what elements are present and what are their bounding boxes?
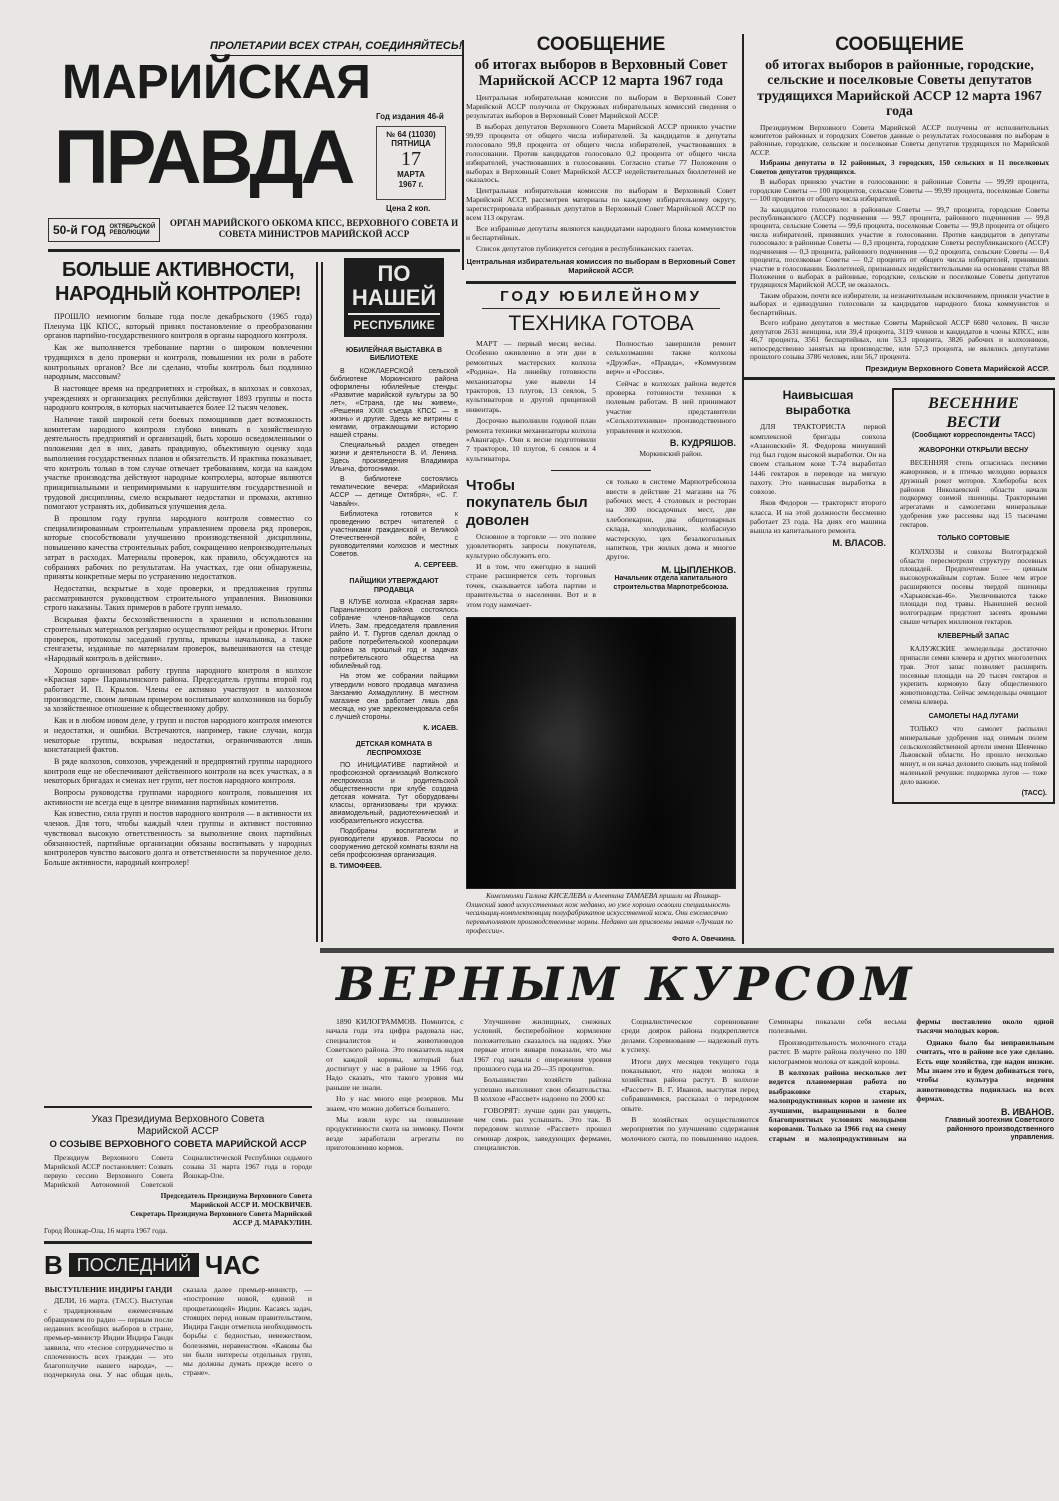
column-rule [462, 40, 464, 270]
paragraph: В ряде колхозов, совхозов, учреждений и предприятий группы народного контроля еще не обеспечивают действенного контроля на всех участках, а в некоторых бригадах и сменах нет групп, нет постов народного контроля. [44, 756, 312, 786]
spring-news-box [892, 388, 1055, 804]
left-column [44, 258, 312, 1380]
paragraph: Список депутатов публикуется сегодня в республиканских газетах. [476, 244, 694, 254]
paragraph: ПО ИНИЦИАТИВЕ партийной и профсоюзной организаций Волжского леспромхоза и родительской общественности при клубе создана детская комната. Тут оборудованы классы, организованы три кружка: авиамодельный, радиотехнический и изобразительного искусства. [330, 761, 458, 826]
paragraph: Досрочно выполнили годовой план ремонта техники механизаторы колхоза «Авангард». Они к весне подготовили 7 тракторов, 10 плугов, 6 сеялок и 4 культиватора. [466, 416, 596, 463]
paragraph: Хорошо организовал работу группа народного контроля в колхозе «Красная заря» Параньгинского района. Председатель группы второй год работает И. П. Крылов. Члены ее активно участвуют в колхозном производстве, своим личным примером воспитывают колхозников на борьбу за хозяйственное отношение к общественному добру. [44, 665, 312, 714]
headline-line1: БОЛЬШЕ АКТИВНОСТИ, [61, 259, 295, 281]
paragraph: Улучшение жилищных, снежных условий, бесперебойное кормление положительно сказалось на надоях. Уже первые итоги января показали, что мы 1967 год начали с опережения уровня прошлого года на 20—35 процентов. [473, 1017, 612, 1073]
latest-hour [44, 1250, 312, 1379]
newspaper-title-line1: МАРИЙСКАЯ [62, 56, 371, 109]
decree [44, 1114, 312, 1236]
paragraph: На этом же собрании пайщики утвердили нового продавца магазина Занзанию Ахмадуллину. В местном магазине она работает лишь два месяца, но уже зарекомендовала себя с лучшей стороны. [330, 673, 458, 721]
price: Цена 2 коп. [386, 204, 431, 213]
section-rule [44, 1106, 312, 1108]
paragraph: Центральная избирательная комиссия по выборам в Верховный Совет Марийской АССР получила от Окружных избирательных комиссий сведения о результатах выборов в Верховный Совет Марийской АССР. [466, 92, 736, 120]
paragraph: ПРОШЛО немногим больше года после декабрьского (1965 года) Пленума ЦК КПСС, который принял постановление о преобразовании органов партийно-государственного контроля в органы народного контроля. [44, 312, 312, 341]
month: МАРТА [397, 170, 425, 180]
rubric-word-3: ЧАС [205, 1250, 261, 1281]
paragraph: Специальный раздел отведен жизни и деятельности В. И. Ленина. Здесь произведения Владимира Ильича, фотоснимки. [330, 442, 458, 474]
author-position: Главный зоотехник Советского районного производственного управления. [945, 1117, 1054, 1142]
paragraph: Президиум Верховного Совета Марийской АССР постановляет: Созвать первую сессию Верховного Совета Марийской Автономной Советской Социалистической Республики седьмого созыва 31 марта 1967 года в городе Йошкар-Оле. [44, 1152, 312, 1189]
election-message-supreme-soviet [466, 34, 736, 275]
issue-box [376, 126, 446, 200]
election-message-local-soviets [744, 34, 1055, 380]
box-title-line2: ВЕСТИ [946, 414, 1001, 432]
paragraph: В выборах приняло участие в голосовании: в районные Советы — 99,99 процента, городские Советы — 100 процентов, сельские Советы — 99,99 процента, поселковые Советы — 100 процентов от общего числа избирателей. [750, 177, 1049, 204]
rubric-line1: ПО НАШЕЙ [351, 261, 437, 310]
paragraph: ся только в системе Марпотребсоюза ввести в действие 21 магазин на 76 рабочих мест, 4 столовых и ресторан на 300 посадочных мест, две хлебопекарни, два общетоварных склада, холодильник, колбасную мастерскую, цех безалкогольных напитков, три жилых дома и многое другое. [606, 477, 736, 562]
paragraph: Как и в любом новом деле, у групп и постов народного контроля имеются и недостатки, и ошибки. Встречаются, например, такие случаи, когда некоторые группы, вскрывая недостатки, ограничиваются лишь констатацией фактов. [44, 716, 312, 755]
signature: К. ИСАЕВ. [423, 724, 458, 732]
issue-number: № 64 (11030) [386, 130, 436, 139]
paragraph: 1890 КИЛОГРАММОВ. Помнится, с начала года эта цифра радовала нас, специалистов и животноводов Советского района. Это показатель надоя от каждой коровы, который был достигнут у нас в районе за 1966 год. Надо сказать, что такого уровня мы раньше не знали. [326, 1017, 464, 1092]
course-article [326, 1017, 1054, 1152]
paragraph: Но у нас много еще резервов. Мы знаем, что можно добиться большего. [326, 1094, 464, 1113]
item-title: ПАЙЩИКИ УТВЕРЖДАЮТ ПРОДАВЦА [349, 578, 439, 594]
paragraph: Полностью завершили ремонт сельхозмашин также колхозы «Дружба», «Правда», «Коммунизм верч» и «Россия». [606, 339, 736, 377]
paragraph: Социалистическое соревнование среди доярок района подкрепляется делами. Соревнование — надежный путь к успеху. [621, 1017, 759, 1055]
paragraph: За кандидатов голосовало: в районные Советы — 99,7 процента, городские Советы республиканского (АССР) подчинения — 99,7 процента, районного подчинения — 99,8 процента, сельские Советы — 99,6 процента, поселковые Советы — 99,8 процента от общего числа избирателей, принявших участие в голосовании. Против кандидатов в депутаты голосовало: в районные Советы — 0,3 процента, городские Советы республиканского (АССР) подчинения — 0,3 процента, районного подчинения — 0,2 процента, сельские Советы — 0,4 процента, поселковые Советы — 0,2 процента от общего числа избирателей, принявших участие в голосовании. Бюллетеней, признанных недействительными на основании статьи 88 Положения о выборах в районные, городские, сельские и поселковые Советы депутатов трудящихся Марийской АССР, не оказалось. [750, 204, 1049, 290]
anniversary-year: 50-й ГОД [53, 223, 106, 237]
item-title: ЮБИЛЕЙНАЯ ВЫСТАВКА В БИБЛИОТЕКЕ [345, 347, 443, 363]
rubric-word-1: В [44, 1250, 63, 1281]
buyer-article [466, 477, 736, 609]
section-rule [44, 1241, 312, 1244]
signature: А. СЕРГЕЕВ. [414, 561, 458, 569]
decree-place-date: Город Йошкар-Ола, 16 марта 1967 года. [44, 1226, 168, 1236]
paragraph: Таким образом, почти все избиратели, за незначительным исключением, приняли участие в выборах и единодушно голосовали за кандидатов народного блока коммунистов и беспартийных. [750, 290, 1049, 317]
paragraph: Мы взяли курс на повышение продуктивности скота на зимовку. Почти везде заработали агрегаты по приготовлению кормов. [326, 1114, 464, 1153]
paragraph: В выборах депутатов Верховного Совета Марийской АССР приняло участие 99,99 процента от общего числа избирателей. За кандидатов в депутаты голосовало 99,8 процента от общего числа избирателей, участвовавших в голосовании. Против кандидатов голосовало 0,2 процента от общего числа избирателей, участвовавших в голосовании. Согласно статье 77 Положения о выборах в Верховный Совет Марийской АССР недействительных бюллетеней не оказалось. [466, 121, 736, 185]
paragraph: Производительность молочного стада растет. В марте района получено по 180 килограммов молока от каждой коровы. [768, 1037, 907, 1066]
message-kicker: СООБЩЕНИЕ [536, 34, 666, 55]
item-title: ТОЛЬКО СОРТОВЫЕ [937, 535, 1010, 543]
paragraph: Вскрывая факты бесхозяйственности в хранении и использовании строительных материалов регулярно осуществляют рейды и проверки. Итоги проверок, протоколы заседаний группы, приказы начальника, а также стенгазеты, изданные по материалам проверок, вывешиваются на стенде «Народный контроль в действии». [44, 615, 312, 663]
message-kicker: СООБЩЕНИЕ [835, 34, 964, 55]
rubric-word-2: ПОСЛЕДНИЙ [69, 1253, 199, 1277]
message-title: об итогах выборов в Верховный Совет Марийской АССР 12 марта 1967 года [474, 57, 728, 89]
slogan: ПРОЛЕТАРИИ ВСЕХ СТРАН, СОЕДИНЯЙТЕСЬ! [210, 40, 462, 56]
item-title: ДЕТСКАЯ КОМНАТА В ЛЕСПРОМХОЗЕ [355, 741, 433, 757]
course-section [326, 948, 1054, 1152]
section-rule [320, 948, 1054, 953]
paragraph: В прошлом году группа народного контроля совместно со специализированным строительным управлением провела ряд проверок, которые способствовали улучшению производственной дисциплины, повышению качества строительных работ, сокращению непроизводительных затрат в расходах. Материалы проверок, как правило, обсуждаются на собраниях рабочих по результатам. На участках, где они обнаружены, приняты конкретные меры по устранению недостатков. [44, 514, 312, 582]
rubric-line2: РЕСПУБЛИКЕ [348, 313, 440, 333]
paragraph: Большинство хозяйств района успешно выполняют свои обязательства. В колхозе «Рассвет» надоено по 2000 кг. [473, 1075, 612, 1104]
divider [551, 470, 651, 471]
paragraph: Президиумом Верховного Совета Марийской АССР получены от исполнительных комитетов районных и городских Советов данные о результатах голосования по выборам в районные, городские, сельские и поселковые Советы депутатов трудящихся по Марийской АССР. [750, 122, 1049, 157]
year: 1967 г. [398, 179, 424, 189]
paragraph: В хозяйствах осуществляются мероприятия по улучшению содержания молочного скота, по повышению надоев. Семинары показали себя весьма полезными. [621, 1017, 907, 1143]
paragraph: В колхозах района несколько лет ведется планомерная работа по выбраковке старых, малопродуктивных коров и замене их лучшими, выращенными в более благоприятных условиях молодыми коровами. Только за 1966 год на смену старым и малопродуктивным на фермы поставлено около одной тысячи молодых коров. [768, 1017, 1054, 1143]
anniversary-label: ОКТЯБРЬСКОЙ РЕВОЛЮЦИИ [109, 223, 156, 236]
paragraph: ДЛЯ ТРАКТОРИСТА первой комплексной бригады совхоза «Азановский» Я. Федорова минувший год был годом высокой выработки. Он на своем стальном коне Т-74 выработал 1446 гектаров в переводе на мягкую пахоту. Это наивысшая выработка в совхозе. [750, 422, 886, 497]
right-column [742, 34, 1055, 944]
signature: В. ТИМОФЕЕВ. [330, 863, 382, 871]
paragraph: В КЛУБЕ колхоза «Красная заря» Параньгинского района состоялось собрание членов-пайщиков села Илеть. Зам. председателя правления райпо И. Т. Пуртов сделал доклад о работе потребительской кооперации района за прошлый год и задачах потребительского общества на юбилейный год. [330, 599, 458, 671]
signature: М. ЦЫПЛЕНКОВ. [661, 564, 736, 575]
decree-title: О СОЗЫВЕ ВЕРХОВНОГО СОВЕТА МАРИЙСКОЙ АССР [49, 1139, 307, 1150]
decree-kicker: Указ Президиума Верховного Совета Марийской АССР [91, 1114, 265, 1137]
paragraph: В КОЖЛАЕРСКОЙ сельской библиотеке Моркинского района оформлены юбилейные стенды: «Развитие марийской культуры за 50 лет», «Страна, где мы живем», «Решения XXIII съезда КПСС — в жизнь» и другие. Здесь же витрины с книгами, отражающими историю нашей страны. [330, 367, 458, 440]
paragraph: Библиотека готовится к проведению встреч читателей с участниками гражданской и Великой Отечественной войн, с руководителями колхозов и местных Советов. [330, 510, 458, 558]
double-column-rule [321, 262, 323, 942]
place: Моркинский район. [639, 448, 703, 458]
paragraph: Основное в торговле — это полнее удовлетворять запросы покупателя, культурно обслужить его. [466, 531, 596, 560]
paragraph: Избраны депутаты в 12 районных, 3 городских, 150 сельских и 11 поселковых Советов депутатов трудящихся. [750, 158, 1049, 176]
organ-line: ОРГАН МАРИЙСКОГО ОБКОМА КПСС, ВЕРХОВНОГО СОВЕТА И СОВЕТА МИНИСТРОВ МАРИЙСКОЙ АССР [169, 218, 459, 239]
photo-credit: Фото А. Овечкина. [672, 935, 736, 943]
paragraph: Как же выполняется требование партии о широком вовлечении трудящихся в дело проверки и контроля, повышении их роли в работе контрольных органов? Все ли сделано, чтобы контроль был подлинно народным, массовым? [44, 343, 312, 382]
photo [466, 617, 736, 889]
box-note: (Сообщают корреспонденты ТАСС) [911, 432, 1036, 440]
lead-article [44, 258, 312, 1102]
signature: Секретарь Президиума Верховного Совета Марийской АССР Д. МАРАКУЛИН. [130, 1208, 312, 1227]
message-title: об итогах выборов в районные, городские, сельские и поселковые Советы депутатов трудящихся Марийской АССР 12 марта 1967 года [757, 58, 1042, 120]
item-title: ВЫСТУПЛЕНИЕ ИНДИРЫ ГАНДИ [44, 1285, 173, 1295]
paragraph: Вопросы руководства группами народного контроля, повышения их активности не всегда еще в центре внимания партийных комитетов. [44, 788, 312, 807]
author-position: Начальник отдела капитального строительства Марпотребсоюза. [613, 575, 729, 591]
paragraph: КАЛУЖСКИЕ земледельцы достаточно припасли семян клевера и других многолетних трав. Этот запас позволяет расширить посевные площади на 20 тысяч гектаров и укрепить кормовую базу общественного животноводства. Сейчас земледельцы очищают семена клевера. [900, 645, 1047, 706]
headline: ТЕХНИКА ГОТОВА [508, 312, 694, 336]
newspaper-title-line2: ПРАВДА [54, 115, 353, 200]
paragraph: Сейчас в колхозах района ведется проверка готовности техники к полевым работам. В ней принимают участие представители «Сельхозтехники» производственного управления и колхозов. [606, 378, 736, 435]
signature: (ТАСС). [1021, 789, 1047, 797]
paragraph: МАРТ — первый месяц весны. Особенно оживленно в эти дни в ремонтных мастерских колхоза «Родина». На линейку готовности механизаторы уже вывели 14 тракторов, 13 плугов, 13 сеялок, 5 культиваторов и другой прицепной инвентарь. [466, 339, 596, 414]
box-title-line1: ВЕСЕННИЕ [928, 395, 1019, 413]
double-column-rule [316, 262, 318, 942]
paragraph: Наличие такой широкой сети боевых помощников дает возможность комитетам народного контроля глубоко вникать в хозяйственную деятельность предприятий и организаций, быть хорошо осведомленными о положении дел в них, давать правдивую, объективную оценку хода выполнения государственных планов и обязательств. И практика показывает, что контроль только в том случае отвечает требованиям, когда на каждом участке производства действуют народные контролеры, которые являются принципиальными и непримиримыми к нарушителям государственной и трудовой дисциплины, смело вскрывают недостатки и промахи, активно помогают устранять их, добиваться улучшения дела. [44, 415, 312, 512]
headline-line2: НАРОДНЫЙ КОНТРОЛЕР! [55, 283, 301, 305]
paragraph: Подобраны воспитатели и руководители кружков. Раскосы по сооружению детской комнаты взяли на себя профсоюзная организация. [330, 828, 458, 860]
edition-year: Год издания 46-й [376, 112, 444, 121]
day: 17 [401, 148, 421, 171]
right-area [466, 34, 1055, 944]
paragraph: Однако было бы неправильным считать, что в районе все уже сделано. Есть еще хозяйства, где надои низкие. Мы знаем это и будем добиваться того, чтобы культура ведения животноводства поднялась на всех фермах. [916, 1037, 1054, 1104]
paragraph: ГОВОРЯТ: лучше один раз увидеть, чем семь раз услышать. Это так. В передовом колхозе «Рассвет» прошел семинар доярок, заведующих фермами, специалистов. [473, 1105, 612, 1153]
paragraph: Центральная избирательная комиссия по выборам в Верховный Совет Марийской АССР, рассмотрев материалы по каждому избирательному округу, зарегистрировала избранных депутатов в Верховный Совет Марийской АССР по всем 113 округам. [466, 186, 736, 223]
weekday: ПЯТНИЦА [391, 139, 431, 149]
paragraph: КОЛХОЗЫ и совхозы Волгоградской области пересмотрели структуру посевных площадей. Предпочтение — ценным высокоурожайным сортам. Более чем втрое расширяются посевы твердой пшеницы «Харьковская-46». Увеличиваются также площади под травы. Нынешней весной волгоградцам предстоит засеять яровыми свыше четырех миллионов гектаров. [900, 547, 1047, 627]
record-article [750, 388, 886, 549]
signature: Президиум Верховного Совета Марийской АССР. [865, 364, 1049, 374]
item-title: САМОЛЕТЫ НАД ЛУГАМИ [928, 712, 1019, 720]
paragraph: Все избранные депутаты являются кандидатами народного блока коммунистов и беспартийных. [466, 224, 736, 243]
signature: М. ВЛАСОВ. [832, 538, 886, 549]
item-title: ЖАВОРОНКИ ОТКРЫЛИ ВЕСНУ [918, 446, 1029, 454]
item-title: КЛЕВЕРНЫЙ ЗАПАС [937, 632, 1010, 640]
headline: Наивысшая выработка [782, 388, 854, 418]
headline: Чтобы покупатель был доволен [466, 477, 588, 529]
caption-text: Комсомолки Галина КИСЕЛЕВА и Алевтина ТАМАЕВА пришли на Йошкар-Олинский завод искусственных кож недавно, но уже хорошо освоили специальность чесальщиц-комплектовщиц полуфабрикатов искусственной кожи. Они ежемесячно перевыполняют производственные нормы. Недавно им присвоены звания «Лучшая по профессии». [466, 890, 733, 935]
anniversary-box [48, 218, 160, 242]
masthead-rule [48, 249, 460, 252]
paragraph: ТОЛЬКО что самолет распылил минеральные удобрения над озимым полем сельскохозяйственной артели имени Шевченко Львовской области. Но прошло несколько минут, и он начал деловито сновать над поймой маленькой речушки: подкормка лугов — тоже дело важное. [900, 725, 1047, 786]
paragraph: В настоящее время на предприятиях и стройках, в колхозах и совхозах, учреждениях и организациях республики действуют 1893 группы и поста народного контроля, в которых насчитывается более 12 тысяч человек. [44, 383, 312, 413]
masthead [40, 36, 463, 246]
middle-column [466, 34, 742, 944]
paragraph: И в том, что ежегодно в нашей стране расширяется сеть торговых точек, сказывается забота партии и правительства о населении. Вот и в этом году намечает- [466, 562, 596, 609]
paragraph: Яков Федоров — тракторист второго класса. И на этой должности бессменно работает 23 года. На днях его машина вышла из капитального ремонта. [750, 498, 886, 536]
signature: Председатель Президиума Верховного Совета Марийской АССР И. МОСКВИЧЕВ. [160, 1191, 312, 1210]
rubric: ГОДУ ЮБИЛЕЙНОМУ [482, 288, 720, 309]
paragraph: В библиотеке состоялись тематические вечера: «Марийская АССР — детище Октября», «С. Г. Чавайн». [330, 476, 458, 508]
signature: В. КУДРЯШОВ. [669, 437, 736, 448]
photo-caption [466, 892, 736, 944]
republic-column [330, 258, 458, 872]
jubilee-article [466, 288, 736, 463]
course-headline: ВЕРНЫМ КУРСОМ [336, 957, 917, 1011]
section-rule [466, 281, 736, 284]
paragraph: ДЕЛИ, 16 марта. (ТАСС). Выступая с традиционным ежемесячным обращением по радио — первым после недавних всеобщих выборов в стране, премьер-министр Индии Индира Ганди заявила, что «тесное сотрудничество и сплоченность всех граждан — это благополучие нашего народа», — подчеркнула она. У нас общая цель, сказала далее премьер-министр, — «построение новой, единой и процветающей» Индии. Касаясь задач, стоящих перед новым правительством, Индира Ганди отметила необходимость борьбы с бедностью, невежеством, болезнями, неравенством. «Каковы бы ни были интересы отдельных групп, мы должны думать прежде всего о стране». [44, 1285, 312, 1380]
paragraph: Недостатки, вскрытые в ходе проверки, и предложения группы рассматриваются руководством строительного управления. Виновники строго наказаны. Таких примеров в работе групп немало. [44, 583, 312, 613]
rubric-box [344, 258, 444, 337]
paragraph: Всего избрано депутатов в местные Советы Марийской АССР 6680 человек. В числе депутатов 2631 женщина, или 39,4 процента, 3119 членов и кандидатов в члены КПСС, или 46,7 процента, 3561 беспартийных, или 53,3 процента, 3826 рабочих и колхозников, непосредственно занятых на производстве, или 57,3 процента, не являлись депутатами прошлого созыва 3786 человек, или 56,7 процента. [750, 318, 1049, 361]
signature: В. ИВАНОВ. [1000, 1106, 1054, 1117]
paragraph: Итоги двух месяцев текущего года показывают, что надои молока в хозяйствах района растут. В колхозе «Рассвет» В. Г. Иванов, выступая перед собравшимися, рассказал о передовом опыте. [621, 1056, 759, 1113]
signature: Центральная избирательная комиссия по выборам в Верховный Совет Марийской АССР. [466, 257, 736, 276]
paragraph: Как известно, сила групп и постов народного контроля — в активности их членов. Для того, чтобы каждый член группы и активист постоянно чувствовал высокую ответственность за выполнение своих партийных обязанностей, партийные организации обязаны воспитывать у народных контролеров чувство высокого долга и ответственности за порученное дело. Больше активности, народный контролер! [44, 809, 312, 867]
paragraph: ВЕСЕННЯЯ степь огласилась песнями жаворонков, и в птичью мелодию ворвался дружный рокот моторов. Хлеборобы всех районов Николаевской области начали подкормку озимой пшеницы. Тракторными агрегатами и самолетами минеральные удобрения уже рассеяны над 15 тысячами гектаров. [900, 459, 1047, 529]
